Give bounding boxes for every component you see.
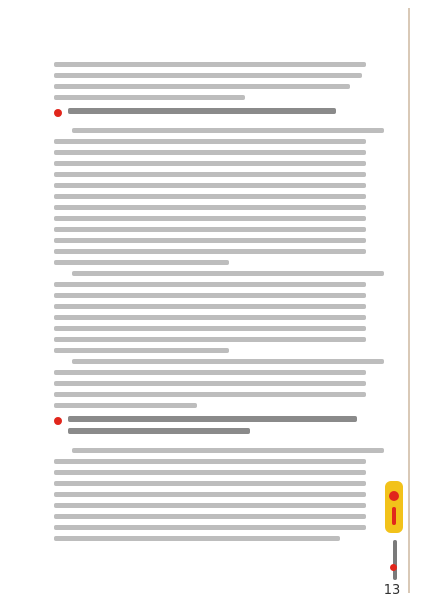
text-line xyxy=(72,448,384,453)
red-bullet-icon xyxy=(54,417,62,425)
text-line xyxy=(54,183,366,188)
text-line xyxy=(54,525,366,530)
text-line xyxy=(54,194,366,199)
text-line xyxy=(54,260,229,265)
text-line xyxy=(54,459,366,464)
text-line xyxy=(54,503,366,508)
text-line xyxy=(54,536,340,541)
text-line xyxy=(54,249,366,254)
section-question xyxy=(54,416,372,440)
text-line xyxy=(54,293,366,298)
margin-rule xyxy=(408,8,410,593)
text-line xyxy=(54,481,366,486)
text-line xyxy=(54,392,366,397)
right-rail xyxy=(374,0,422,600)
text-line xyxy=(72,271,384,276)
text-line xyxy=(54,62,366,67)
text-line xyxy=(54,315,366,320)
text-line xyxy=(54,337,366,342)
text-line xyxy=(72,128,384,133)
article-body xyxy=(54,62,372,547)
text-line xyxy=(54,172,366,177)
text-line xyxy=(54,216,366,221)
text-line xyxy=(54,205,366,210)
page-marker-dot xyxy=(390,564,397,571)
issue-date xyxy=(384,540,406,584)
text-line xyxy=(54,381,366,386)
text-line xyxy=(54,282,366,287)
paragraph xyxy=(54,448,372,541)
text-line xyxy=(54,492,366,497)
text-line xyxy=(54,161,366,166)
text-line xyxy=(68,108,336,114)
text-line xyxy=(54,348,229,353)
text-line xyxy=(54,403,197,408)
text-line xyxy=(54,227,366,232)
paragraph xyxy=(54,62,372,100)
text-line xyxy=(54,150,366,155)
text-line xyxy=(68,416,357,422)
paragraph xyxy=(54,128,372,265)
text-line xyxy=(54,304,366,309)
text-line xyxy=(68,428,250,434)
page-number: 13 xyxy=(383,583,401,598)
text-line xyxy=(54,238,366,243)
paragraph xyxy=(54,359,372,408)
text-line xyxy=(54,370,366,375)
text-line xyxy=(72,359,384,364)
text-line xyxy=(54,139,366,144)
text-line xyxy=(54,84,350,89)
text-line xyxy=(54,514,366,519)
paragraph xyxy=(54,271,372,353)
section-question xyxy=(54,108,372,120)
brand-logo xyxy=(384,480,404,534)
text-line xyxy=(54,326,366,331)
brand-mark-icon xyxy=(385,481,403,533)
text-line xyxy=(54,73,362,78)
red-bullet-icon xyxy=(54,109,62,117)
text-line xyxy=(54,95,245,100)
text-line xyxy=(54,470,366,475)
